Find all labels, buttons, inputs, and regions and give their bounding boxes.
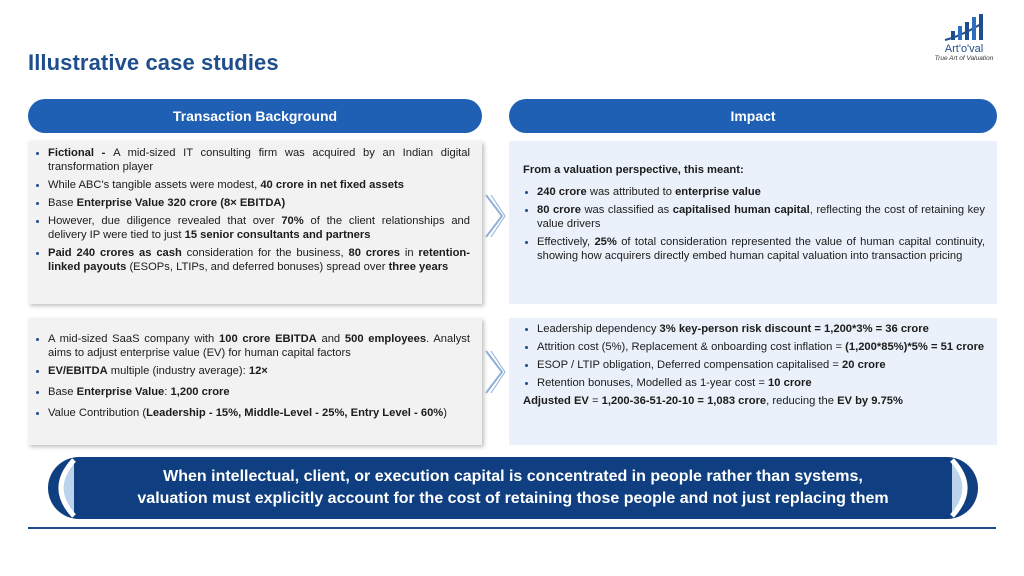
bar-chart-logo-icon: [941, 14, 987, 44]
brand-name: Art'o'val: [944, 43, 984, 55]
banner-line-2: valuation must explicitly account for the cost of retaining those people and not just replacing them: [137, 490, 889, 507]
case2-impact-panel: [509, 318, 997, 445]
list-item: • Base Enterprise Value 320 crore (8× EBITDA): [48, 196, 470, 210]
chevron-right-icon: [484, 349, 506, 395]
list-item: • Paid 240 crores as cash consideration for the business, 80 crores in retention-linked payouts (ESOPs, LTIPs, and deferred bonuses) spread over three years: [48, 246, 470, 274]
list-item: • However, due diligence revealed that over 70% of the client relationships and delivery IP were tied to just 15 senior consultants and partners: [48, 214, 470, 242]
impact-intro: From a valuation perspective, this meant:: [523, 164, 744, 176]
chevron-right-icon: [484, 193, 506, 239]
case2-background-panel: [28, 318, 482, 445]
page-title: Illustrative case studies: [28, 50, 279, 75]
conclusion-banner: [48, 457, 978, 519]
list-item: • Fictional - A mid-sized IT consulting firm was acquired by an Indian digital transformation player: [48, 146, 470, 174]
case1-impact-panel: [509, 141, 997, 304]
header-transaction-background: Transaction Background: [28, 99, 482, 133]
list-item: • EV/EBITDA multiple (industry average): 12×: [48, 364, 470, 378]
list-item: • 80 crore was classified as capitalised human capital, reflecting the cost of retaining key value drivers: [537, 203, 985, 231]
list-item: • Leadership dependency 3% key-person risk discount = 1,200*3% = 36 crore: [537, 322, 985, 336]
list-item: • 240 crore was attributed to enterprise value: [537, 185, 985, 199]
case1-background-panel: [28, 141, 482, 304]
banner-right-bracket-icon: [948, 457, 982, 519]
banner-line-1: When intellectual, client, or execution capital is concentrated in people rather than systems,: [163, 468, 863, 485]
list-item: • A mid-sized SaaS company with 100 crore EBITDA and 500 employees. Analyst aims to adjust enterprise value (EV) for human capital factors: [48, 332, 470, 360]
list-item: • Base Enterprise Value: 1,200 crore: [48, 385, 470, 399]
list-item: • ESOP / LTIP obligation, Deferred compensation capitalised = 20 crore: [537, 358, 985, 372]
list-item: • Effectively, 25% of total consideration represented the value of human capital continuity, showing how acquirers directly embed human capital valuation into transaction pricing: [537, 235, 985, 263]
list-item: • While ABC's tangible assets were modest, 40 crore in net fixed assets: [48, 178, 470, 192]
brand-logo: [926, 14, 1002, 78]
list-item: • Value Contribution (Leadership - 15%, Middle-Level - 25%, Entry Level - 60%): [48, 406, 470, 420]
list-item: • Retention bonuses, Modelled as 1-year cost = 10 crore: [537, 376, 985, 390]
footer-divider: [28, 527, 996, 529]
adjusted-ev-summary: Adjusted EV = 1,200-36-51-20-10 = 1,083 crore, reducing the EV by 9.75%: [523, 395, 903, 407]
brand-tagline: True Art of Valuation: [934, 55, 994, 62]
list-item: • Attrition cost (5%), Replacement & onboarding cost inflation = (1,200*85%)*5% = 51 crore: [537, 340, 985, 354]
banner-left-bracket-icon: [44, 457, 78, 519]
header-impact: Impact: [509, 99, 997, 133]
